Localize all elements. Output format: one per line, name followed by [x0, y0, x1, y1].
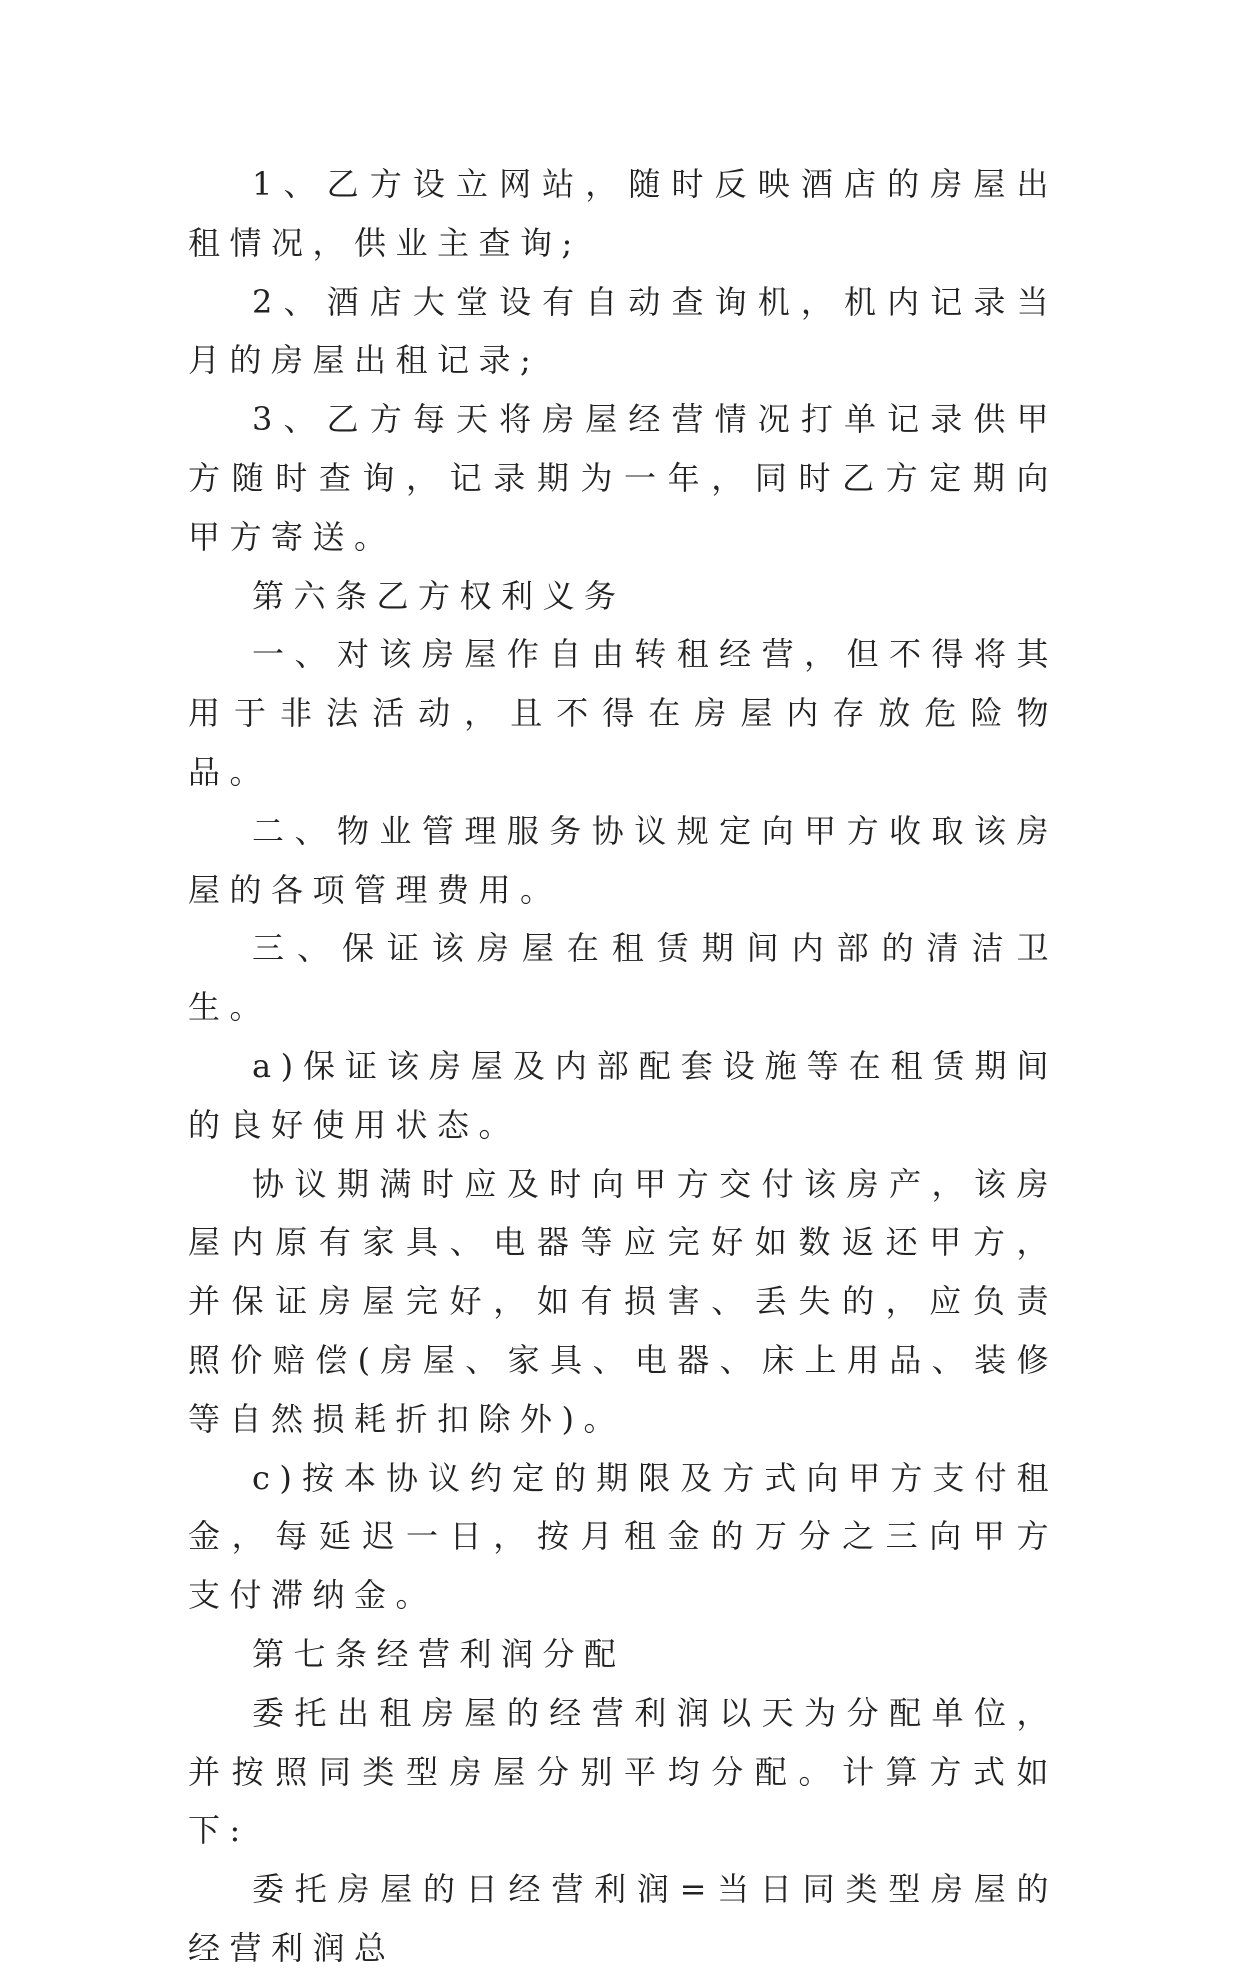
paragraph-agreement-expiry: 协议期满时应及时向甲方交付该房产，该房屋内原有家具、电器等应完好如数返还甲方，并保证房屋完好，如有损害、丢失的，应负责照价赔偿(房屋、家具、电器、床上用品、装修等自然损耗折扣除外)。 — [188, 1164, 1058, 1438]
paragraph-item-two: 二、物业管理服务协议规定向甲方收取该房屋的各项管理费用。 — [188, 811, 1058, 909]
paragraph-item-3: 3、乙方每天将房屋经营情况打单记录供甲方随时查询，记录期为一年，同时乙方定期向甲方寄送。 — [188, 400, 1058, 556]
paragraph-item-a: a)保证该房屋及内部配套设施等在租赁期间的良好使用状态。 — [188, 1046, 1058, 1144]
paragraph-item-one: 一、对该房屋作自由转租经营，但不得将其用于非法活动，且不得在房屋内存放危险物品。 — [188, 635, 1058, 791]
section-heading-article-7: 第七条经营利润分配 — [252, 1634, 626, 1673]
paragraph-profit-distribution: 委托出租房屋的经营利润以天为分配单位，并按照同类型房屋分别平均分配。计算方式如下: — [188, 1693, 1058, 1850]
paragraph-item-2: 2、酒店大堂设有自动查询机，机内记录当月的房屋出租记录; — [188, 282, 1058, 380]
document-body — [188, 155, 1058, 1978]
paragraph-daily-profit-formula: 委托房屋的日经营利润=当日同类型房屋的经营利润总 — [188, 1870, 1058, 1967]
paragraph-item-1: 1、乙方设立网站，随时反映酒店的房屋出租情况，供业主查询; — [188, 165, 1058, 262]
section-heading-article-6: 第六条乙方权利义务 — [252, 576, 626, 615]
paragraph-item-c: c)按本协议约定的期限及方式向甲方支付租金，每延迟一日，按月租金的万分之三向甲方支付滞纳金。 — [188, 1458, 1058, 1615]
paragraph-item-three: 三、保证该房屋在租赁期间内部的清洁卫生。 — [188, 929, 1058, 1027]
